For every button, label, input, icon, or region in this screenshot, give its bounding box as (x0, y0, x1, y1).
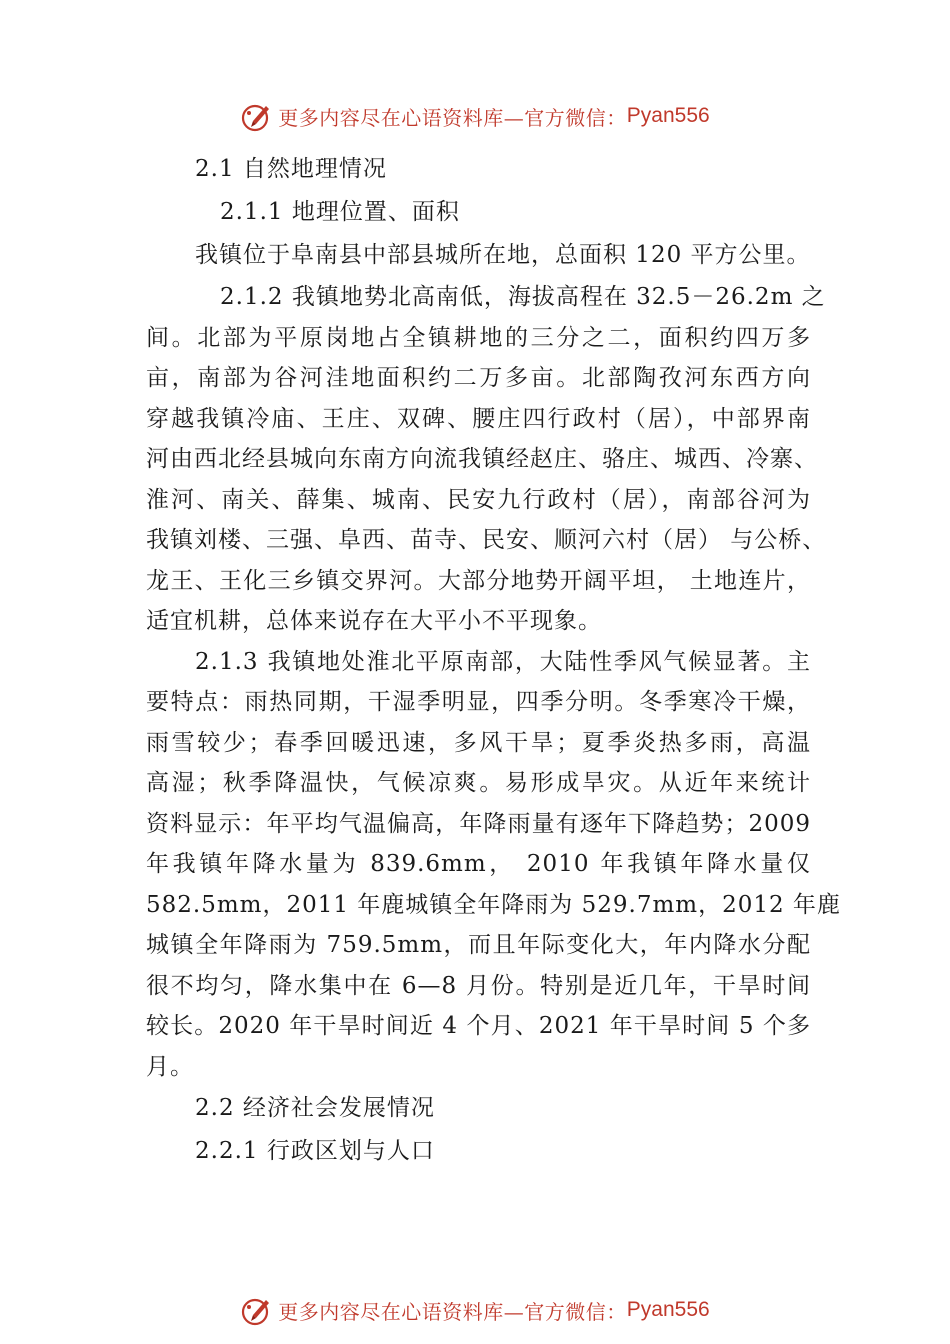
watermark-wechat-id: Pyan556 (626, 104, 710, 127)
footer-watermark (0, 1290, 950, 1330)
text-line: 亩，南部为谷河洼地面积约二万多亩。北部陶孜河东西方向 (146, 365, 811, 391)
subsection-heading-2-1-1: 2.1.1 地理位置、面积 (220, 199, 460, 225)
text-line: 淮河、南关、薛集、城南、民安九行政村（居），南部谷河为 (146, 486, 811, 513)
text-line: 高湿；秋季降温快，气候凉爽。易形成旱灾。从近年来统计 (146, 770, 811, 796)
text-line: 很不均匀，降水集中在 6—8 月份。特别是近几年，干旱时间 (146, 972, 811, 999)
text-line: 城镇全年降雨为 759.5mm，而且年际变化大，年内降水分配 (146, 932, 811, 958)
text-line: 穿越我镇冷庙、王庄、双碑、腰庄四行政村（居），中部界南 (146, 405, 811, 432)
text-line: 582.5mm，2011 年鹿城镇全年降雨为 529.7mm，2012 年鹿 (146, 891, 841, 918)
text-line: 年我镇年降水量为 839.6mm， 2010 年我镇年降水量仅 (146, 851, 811, 877)
text-line: 雨雪较少；春季回暖迅速，多风干旱；夏季炎热多雨，高温 (146, 729, 811, 756)
section-heading-2-1: 2.1 自然地理情况 (195, 156, 387, 182)
text-line: 间。北部为平原岗地占全镇耕地的三分之二，面积约四万多 (146, 324, 811, 351)
section-heading-2-2: 2.2 经济社会发展情况 (195, 1095, 435, 1121)
text-line: 要特点：雨热同期，干湿季明显，四季分明。冬季寒冷干燥， (146, 689, 811, 715)
text-line: 较长。2020 年干旱时间近 4 个月、2021 年干旱时间 5 个多 (146, 1013, 811, 1039)
watermark-text: 更多内容尽在心语资料库—官方微信： (278, 105, 627, 130)
paragraph-location-area: 我镇位于阜南县中部县城所在地，总面积 120 平方公里。 (195, 242, 811, 268)
text-line: 2.1.2 我镇地势北高南低，海拔高程在 32.5－26.2m 之 (220, 284, 826, 310)
text-line: 适宜机耕，总体来说存在大平小不平现象。 (146, 608, 602, 634)
paragraph-climate (146, 642, 841, 1088)
subsection-heading-2-2-1: 2.2.1 行政区划与人口 (195, 1138, 435, 1164)
text-line: 龙王、王化三乡镇交界河。大部分地势开阔平坦， 土地连片， (146, 567, 811, 594)
pen-nib-logo-icon (240, 99, 274, 133)
document-body (146, 148, 841, 1173)
text-line: 我镇刘楼、三强、阜西、苗寺、民安、顺河六村（居） 与公桥、 (146, 527, 827, 553)
paragraph-terrain (146, 277, 827, 642)
text-line: 月。 (146, 1053, 194, 1080)
watermark-text: 更多内容尽在心语资料库—官方微信： (278, 1299, 627, 1324)
text-line: 资料显示：年平均气温偏高，年降雨量有逐年下降趋势；2009 (146, 810, 811, 837)
text-line: 2.1.3 我镇地处淮北平原南部，大陆性季风气候显著。主 (195, 648, 811, 675)
pen-nib-logo-icon (240, 1293, 274, 1327)
watermark-wechat-id: Pyan556 (626, 1298, 710, 1321)
text-line: 河由西北经县城向东南方向流我镇经赵庄、骆庄、城西、冷寨、 (146, 446, 818, 472)
header-watermark (0, 96, 950, 136)
